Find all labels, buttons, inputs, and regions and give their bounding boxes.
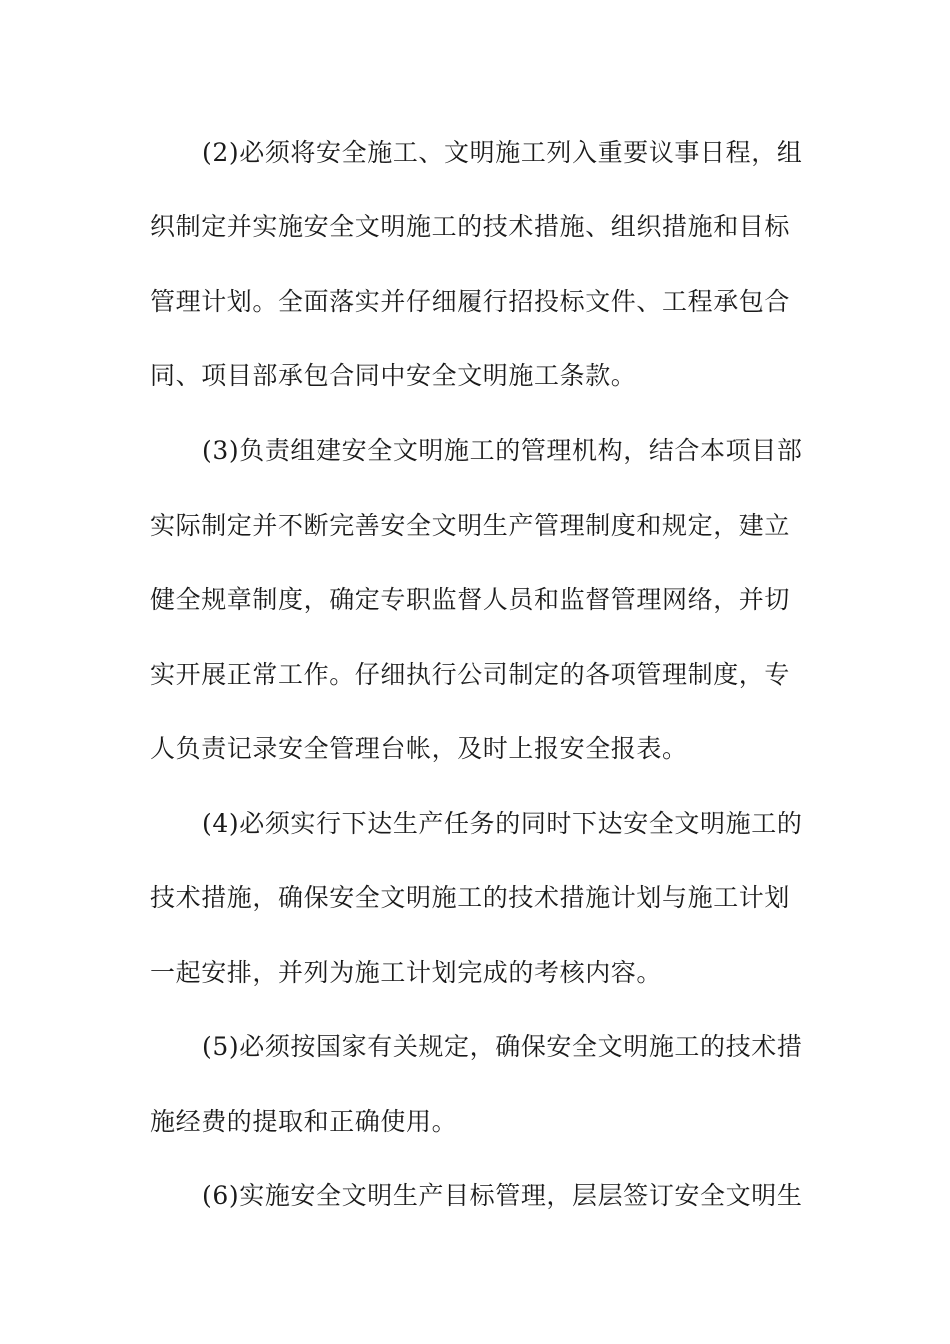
paragraph-2-line-3: 管理计划。全面落实并仔细履行招投标文件、工程承包合 <box>150 287 791 316</box>
paragraph-3-line-2: 实际制定并不断完善安全文明生产管理制度和规定，建立 <box>150 511 791 540</box>
paragraph-4-line-1: (4)必须实行下达生产任务的同时下达安全文明施工的 <box>202 809 803 838</box>
paragraph-3-line-1: (3)负责组建安全文明施工的管理机构，结合本项目部 <box>202 436 803 465</box>
paragraph-3-line-3: 健全规章制度，确定专职监督人员和监督管理网络，并切 <box>150 585 791 614</box>
paragraph-6-line-1: (6)实施安全文明生产目标管理，层层签订安全文明生 <box>202 1181 803 1210</box>
paragraph-3-line-4: 实开展正常工作。仔细执行公司制定的各项管理制度，专 <box>150 660 791 689</box>
paragraph-2-line-1: (2)必须将安全施工、文明施工列入重要议事日程，组 <box>202 138 803 167</box>
paragraph-2-line-2: 织制定并实施安全文明施工的技术措施、组织措施和目标 <box>150 212 791 241</box>
paragraph-4-line-3: 一起安排，并列为施工计划完成的考核内容。 <box>150 958 663 987</box>
paragraph-2-line-4: 同、项目部承包合同中安全文明施工条款。 <box>150 361 637 390</box>
paragraph-4-line-2: 技术措施，确保安全文明施工的技术措施计划与施工计划 <box>150 883 791 912</box>
paragraph-5-line-2: 施经费的提取和正确使用。 <box>150 1107 458 1136</box>
paragraph-5-line-1: (5)必须按国家有关规定，确保安全文明施工的技术措 <box>202 1032 803 1061</box>
paragraph-3-line-5: 人负责记录安全管理台帐，及时上报安全报表。 <box>150 734 688 763</box>
